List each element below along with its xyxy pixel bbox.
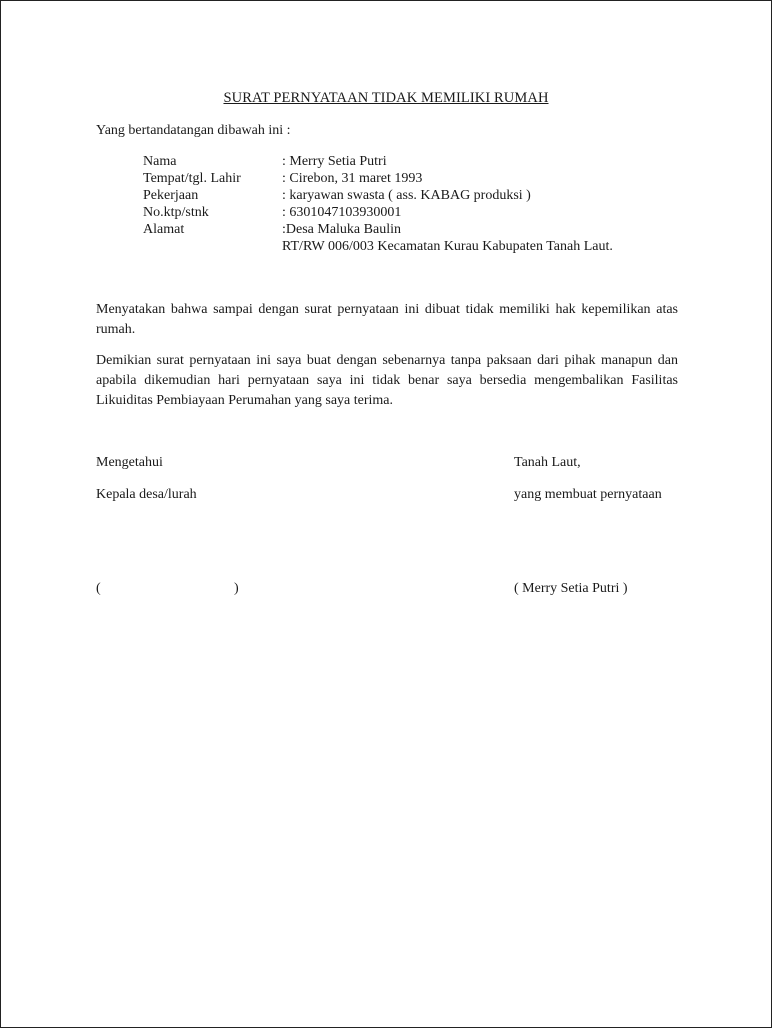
field-label: Tempat/tgl. Lahir <box>143 171 241 186</box>
left-role: Kepala desa/lurah <box>96 487 197 502</box>
field-row-ktp <box>143 204 613 221</box>
field-label <box>143 238 282 255</box>
left-signature-open: ( <box>96 581 101 596</box>
field-value: RT/RW 006/003 Kecamatan Kurau Kabupaten Tanah Laut. <box>282 239 613 254</box>
field-label: Nama <box>143 154 177 169</box>
field-value: : Merry Setia Putri <box>282 154 387 169</box>
field-row-pekerjaan <box>143 187 613 204</box>
document-title: SURAT PERNYATAAN TIDAK MEMILIKI RUMAH <box>223 90 549 106</box>
right-role: yang membuat pernyataan <box>514 487 662 502</box>
field-label: Pekerjaan <box>143 188 199 203</box>
field-row-alamat-cont <box>143 238 613 255</box>
field-label: Alamat <box>143 222 185 237</box>
field-row-tempat-lahir <box>143 170 613 187</box>
declaration-paragraph: Demikian surat pernyataan ini saya buat dengan sebenarnya tanpa paksaan dari pihak manapun dan apabila dikemudian hari pernyataan saya ini tidak benar saya bersedia mengembalikan Fasilitas Likuiditas Pembiayaan Perumahan yang saya terima. <box>96 353 678 408</box>
field-value: : 6301047103930001 <box>282 205 402 220</box>
left-heading: Mengetahui <box>96 455 163 470</box>
right-signature-name: ( Merry Setia Putri ) <box>514 581 628 596</box>
identity-fields <box>143 153 613 255</box>
field-value: : Cirebon, 31 maret 1993 <box>282 171 423 186</box>
left-signature-close: ) <box>234 581 239 596</box>
field-label: No.ktp/stnk <box>143 205 209 220</box>
field-value: : karyawan swasta ( ass. KABAG produksi ) <box>282 188 531 203</box>
field-row-nama <box>143 153 613 170</box>
intro-text: Yang bertandatangan dibawah ini : <box>96 123 291 138</box>
field-value: :Desa Maluka Baulin <box>282 222 401 237</box>
field-row-alamat <box>143 221 613 238</box>
statement-paragraph: Menyatakan bahwa sampai dengan surat pernyataan ini dibuat tidak memiliki hak kepemilikan atas rumah. <box>96 302 678 337</box>
right-place: Tanah Laut, <box>514 455 581 470</box>
